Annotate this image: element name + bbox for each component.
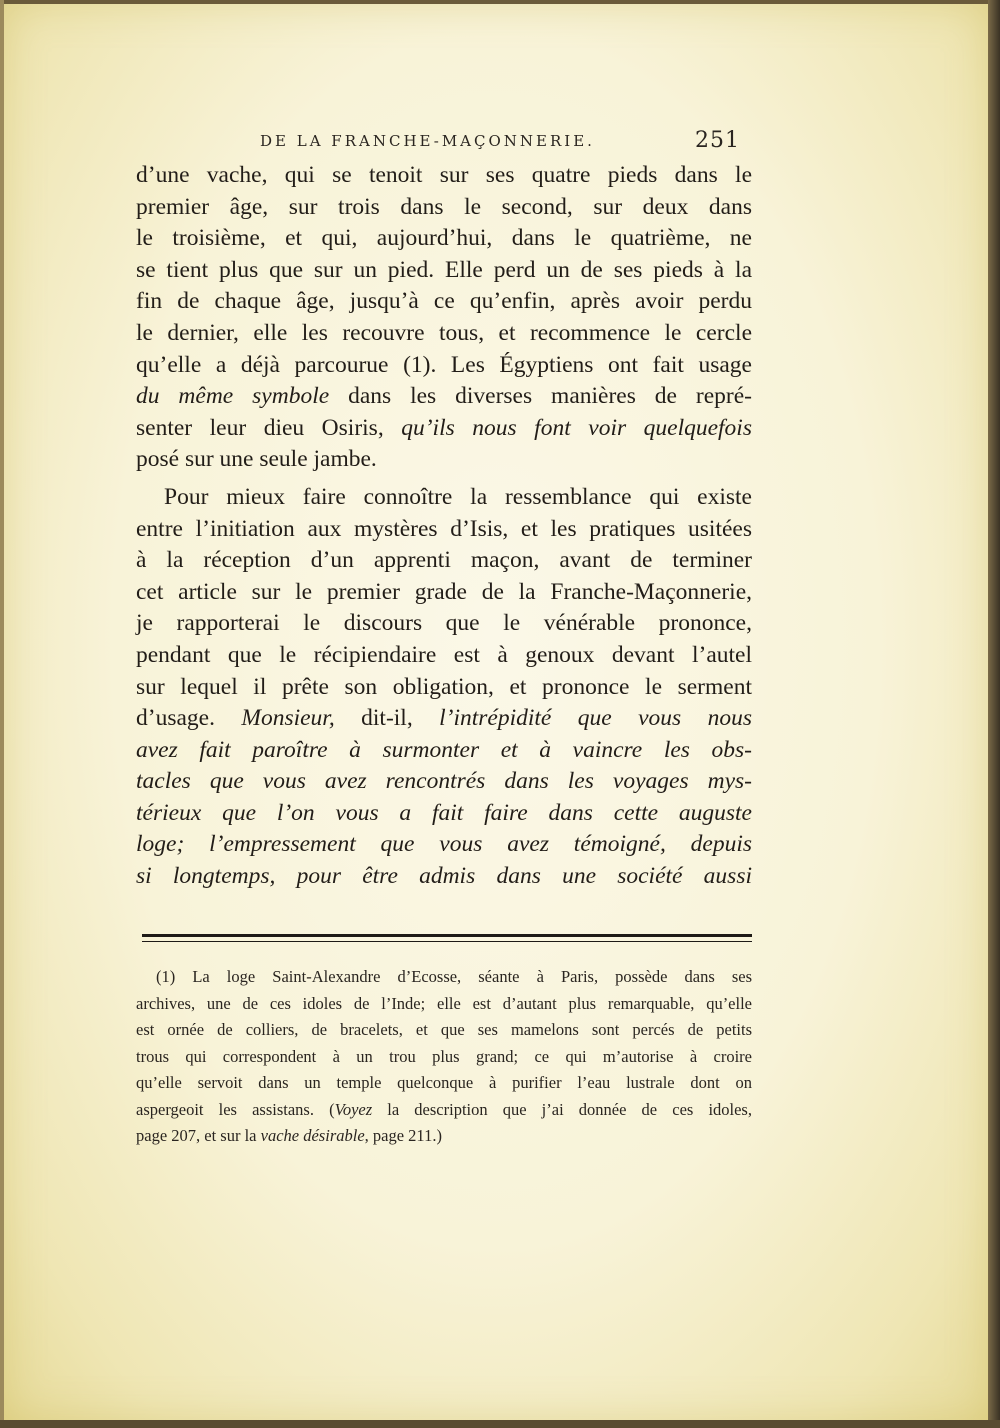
italic-text: l’intrépidité que vous nous: [439, 705, 752, 732]
text-line: [136, 381, 752, 413]
italic-text: du même symbole: [136, 383, 330, 410]
text-line: se tient plus que sur un pied. Elle perd un de ses pieds à la: [136, 256, 752, 283]
text-line: d’une vache, qui se tenoit sur ses quatre pieds dans le: [136, 162, 752, 188]
text-line: si longtemps, pour être admis dans une société aussi: [136, 863, 752, 890]
footnote: [136, 964, 752, 1150]
footnote-line: trous qui correspondent à un trou plus grand; ce qui m’autorise à croire: [136, 1046, 752, 1066]
text-span: dans les diverses manières de repré-: [329, 383, 753, 410]
text-span: page 207, et sur la: [136, 1126, 261, 1145]
footnote-rule-thin: [142, 941, 752, 942]
italic-text: Voyez: [334, 1099, 373, 1119]
footnote-line: est ornée de colliers, de bracelets, et que ses mamelons sont percés de petits: [136, 1020, 752, 1039]
italic-text: vache désirable: [260, 1126, 365, 1145]
footnote-line: [136, 1097, 752, 1124]
running-head: DE LA FRANCHE-MAÇONNERIE.: [260, 132, 595, 150]
italic-text: Monsieur,: [241, 705, 335, 732]
text-line: [136, 703, 752, 735]
text-line: qu’elle a déjà parcourue (1). Les Égyptiens ont fait usage: [136, 351, 752, 378]
text-line: pendant que le récipiendaire est à genoux devant l’autel: [136, 641, 752, 668]
footnote-line: (1) La loge Saint-Alexandre d’Ecosse, séante à Paris, possède dans ses: [156, 967, 752, 986]
text-line: premier âge, sur trois dans le second, sur deux dans: [136, 193, 752, 220]
footnote-line: qu’elle servoit dans un temple quelconque à purifier l’eau lustrale dont on: [136, 1073, 752, 1092]
text-line: tacles que vous avez rencontrés dans les voyages mys-: [136, 768, 752, 795]
text-line: posé sur une seule jambe.: [136, 446, 377, 473]
text-line: avez fait paroître à surmonter et à vaincre les obs-: [136, 736, 752, 763]
main-text: [136, 160, 752, 893]
italic-text: qu’ils nous font voir quelquefois: [401, 414, 752, 441]
text-span: aspergeoit les assistans. (: [136, 1099, 335, 1119]
footnote-line: archives, une de ces idoles de l’Inde; elle est d’autant plus remarquable, qu’elle: [136, 993, 752, 1013]
page-number: 251: [695, 128, 740, 153]
text-line: cet article sur le premier grade de la Franche-Maçonnerie,: [136, 578, 752, 605]
text-span: , page 211.): [364, 1126, 442, 1145]
scan-bottom-edge: [0, 1420, 1000, 1428]
footnote-line: [136, 1123, 752, 1150]
text-line: Pour mieux faire connoître la ressemblance qui existe: [164, 483, 752, 510]
text-line: je rapporterai le discours que le vénérable prononce,: [136, 610, 752, 637]
text-span: dit-il,: [334, 705, 440, 732]
text-line: sur lequel il prête son obligation, et prononce le serment: [136, 673, 752, 700]
text-line: entre l’initiation aux mystères d’Isis, et les pratiques usitées: [136, 515, 752, 542]
text-line: térieux que l’on vous a fait faire dans cette auguste: [136, 799, 752, 826]
text-line: fin de chaque âge, jusqu’à ce qu’enfin, après avoir perdu: [136, 288, 752, 315]
text-line: loge; l’empressement que vous avez témoigné, depuis: [136, 831, 752, 858]
text-span: la description que j’ai donnée de ces idoles,: [372, 1099, 752, 1119]
text-span: senter leur dieu Osiris,: [136, 414, 402, 441]
text-span: d’usage.: [136, 705, 242, 732]
text-line: le troisième, et qui, aujourd’hui, dans le quatrième, ne: [136, 225, 752, 252]
text-line: à la réception d’un apprenti maçon, avant de terminer: [136, 547, 752, 574]
scan-right-edge: [988, 0, 1000, 1428]
text-line: [136, 413, 752, 445]
footnote-rule: [142, 934, 752, 937]
text-line: le dernier, elle les recouvre tous, et recommence le cercle: [136, 319, 752, 346]
